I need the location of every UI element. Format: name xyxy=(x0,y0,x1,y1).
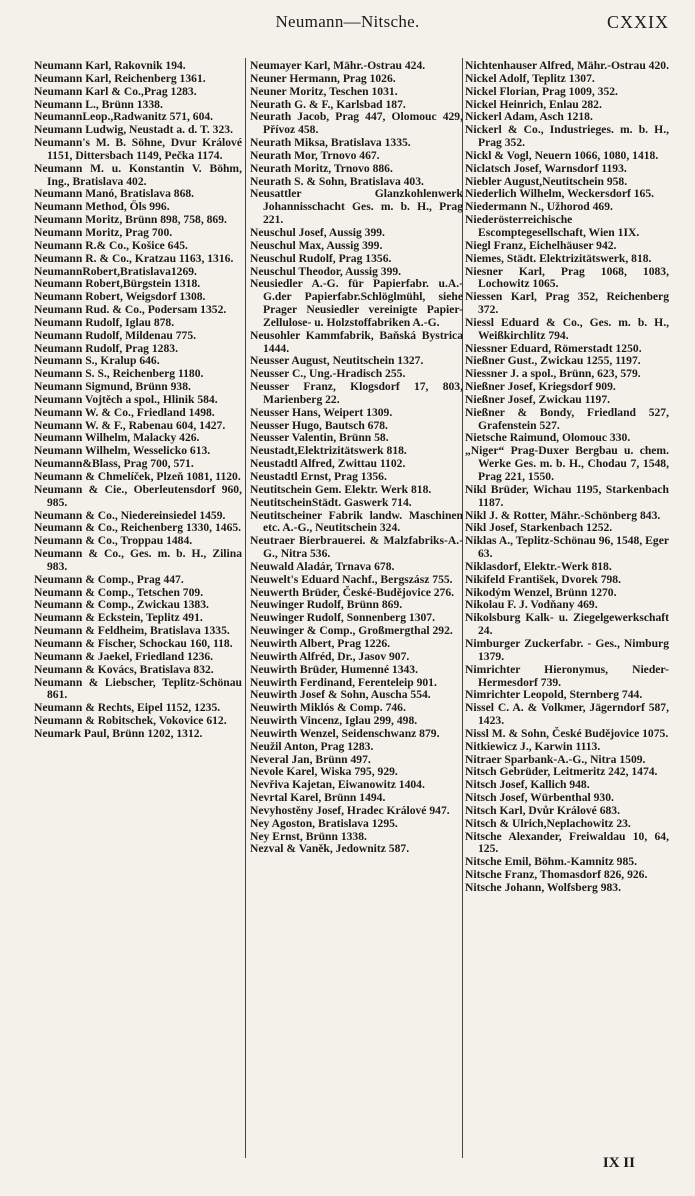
directory-entry: Neuwinger Rudolf, Brünn 869. xyxy=(250,598,403,612)
directory-entry: Nietsche Raimund, Olomouc 330. xyxy=(465,431,631,445)
directory-entry: Neumann & Rechts, Eipel 1152, 1235. xyxy=(34,701,221,715)
directory-entry: Neutraer Bierbrauerei. & Malzfabriks-A.-G., Nitra 536. xyxy=(250,534,463,561)
directory-entry: Neumann Vojtěch a spol., Hlinik 584. xyxy=(34,392,218,406)
directory-entry: Nitsche Alexander, Freiwaldau 10, 64, 125. xyxy=(465,829,669,856)
directory-entry: NeutitscheinStädt. Gaswerk 714. xyxy=(250,495,412,509)
directory-entry: Nießner Josef, Zwickau 1197. xyxy=(465,392,611,406)
directory-entry: Neuwinger & Comp., Großmergthal 292. xyxy=(250,624,453,638)
directory-entry: Neuwirth Wenzel, Seidenschwanz 879. xyxy=(250,726,440,740)
column-divider-left xyxy=(245,58,246,1158)
directory-entry: Neuschul Theodor, Aussig 399. xyxy=(250,264,402,278)
directory-entry: Nimrichter Leopold, Sternberg 744. xyxy=(465,688,643,702)
directory-entry: Neumann Moritz, Brünn 898, 758, 869. xyxy=(34,213,227,227)
directory-entry: Nitsch Gebrüder, Leitmeritz 242, 1474. xyxy=(465,765,658,779)
directory-entry: Neumann & Feldheim, Bratislava 1335. xyxy=(34,624,230,638)
directory-entry: Neumann Karl, Reichenberg 1361. xyxy=(34,71,206,85)
directory-entry: Neumann Robert,Bürgstein 1318. xyxy=(34,277,201,291)
column-middle xyxy=(250,60,463,1160)
directory-entry: Niessner J. a spol., Brünn, 623, 579. xyxy=(465,367,641,381)
directory-entry: Nießner Josef, Kriegsdorf 909. xyxy=(465,380,616,394)
directory-entry: Nikl J. & Rotter, Mähr.-Schönberg 843. xyxy=(465,508,661,522)
directory-entry: Nitsche Franz, Thomasdorf 826, 926. xyxy=(465,868,648,882)
directory-entry: Nikodým Wenzel, Brünn 1270. xyxy=(465,585,617,599)
directory-entry: Niesner Karl, Prag 1068, 1083, Lochowitz 1065. xyxy=(465,264,669,291)
directory-entry: Neumann Sigmund, Brünn 938. xyxy=(34,380,191,394)
directory-entry: Neumann & Comp., Zwickau 1383. xyxy=(34,598,209,612)
directory-entry: NeumannLeop.,Radwanitz 571, 604. xyxy=(34,110,214,124)
directory-entry: Nevřiva Kajetan, Eiwanowitz 1404. xyxy=(250,778,425,792)
page-title: Neumann—Nitsche. xyxy=(275,12,420,31)
directory-entry: Nickel Adolf, Teplitz 1307. xyxy=(465,71,595,85)
directory-entry: Neuwirth Ferdinand, Ferenteleip 901. xyxy=(250,675,437,689)
directory-entry: Neuwirth Alfréd, Dr., Jasov 907. xyxy=(250,649,410,663)
directory-entry: Neumann & Eckstein, Teplitz 491. xyxy=(34,611,203,625)
directory-entry: Neusattler Glanzkohlenwerk Johannisschacht Ges. m. b. H., Prag 221. xyxy=(250,187,463,227)
directory-entry: Neurath Miksa, Bratislava 1335. xyxy=(250,136,411,150)
directory-entry: Nikl Josef, Starkenbach 1252. xyxy=(465,521,613,535)
directory-entry: Neumann & Co., Troppau 1484. xyxy=(34,534,193,548)
directory-entry: Neuschul Max, Aussig 399. xyxy=(250,238,383,252)
directory-entry: Neumann's M. B. Söhne, Dvur Králové 1151, Dittersbach 1149, Pečka 1174. xyxy=(34,136,242,162)
directory-entry: Nitsche Emil, Böhm.-Kamnitz 985. xyxy=(465,855,637,869)
directory-entry: Neuwirth Brüder, Humenné 1343. xyxy=(250,662,419,676)
directory-entry: Niederlich Wilhelm, Weckersdorf 165. xyxy=(465,187,655,201)
directory-entry: Nickerl Adam, Asch 1218. xyxy=(465,110,593,124)
directory-entry: Neuschul Rudolf, Prag 1356. xyxy=(250,251,392,265)
directory-entry: Neustadtl Alfred, Zwittau 1102. xyxy=(250,457,406,471)
directory-entry: Neumann Rudolf, Mildenau 775. xyxy=(34,328,197,342)
directory-entry: Neuwirth Albert, Prag 1226. xyxy=(250,636,391,650)
directory-entry: Nezval & Vaněk, Jedownitz 587. xyxy=(250,842,410,856)
directory-entry: Neumann Wilhelm, Wesselicko 613. xyxy=(34,444,211,458)
directory-entry: Neuner Moritz, Teschen 1031. xyxy=(250,84,398,98)
directory-entry: Neumann Rudolf, Prag 1283. xyxy=(34,341,178,355)
directory-entry: Nickerl & Co., Industrieges. m. b. H., Prag 352. xyxy=(465,123,669,150)
directory-entry: Neusser Hugo, Bautsch 678. xyxy=(250,418,388,432)
directory-entry: Neumann & Liebscher, Teplitz-Schönau 861. xyxy=(34,675,242,702)
directory-entry: Neumann Robert, Weigsdorf 1308. xyxy=(34,290,206,304)
directory-entry: Neumann S. S., Reichenberg 1180. xyxy=(34,367,204,381)
directory-entry: Neumann & Jaekel, Friedland 1236. xyxy=(34,649,214,663)
directory-entry: Neumann&Blass, Prag 700, 571. xyxy=(34,457,194,471)
directory-entry: Neuwinger Rudolf, Sonnenberg 1307. xyxy=(250,611,435,625)
directory-entry: Niclatsch Josef, Warnsdorf 1193. xyxy=(465,161,627,175)
directory-entry: Neumann & Co., Reichenberg 1330, 1465. xyxy=(34,521,242,535)
directory-entry: Nitsch Josef, Würbenthal 930. xyxy=(465,791,614,805)
directory-entry: Nitsch Josef, Kallich 948. xyxy=(465,778,590,792)
directory-entry: Nikolsburg Kalk- u. Ziegelgewerkschaft 24. xyxy=(465,611,669,638)
directory-entry: Neumann Rud. & Co., Podersam 1352. xyxy=(34,303,227,317)
directory-entry: Nikolau F. J. Vodňany 469. xyxy=(465,598,598,612)
directory-entry: Neustadtl Ernst, Prag 1356. xyxy=(250,470,387,483)
directory-entry: Neumann & Comp., Tetschen 709. xyxy=(34,585,204,599)
directory-entry: Niedermann N., Užhorod 469. xyxy=(465,200,613,214)
directory-entry: Neurath Mor, Trnovo 467. xyxy=(250,148,380,162)
directory-entry: Niemes, Städt. Elektrizitätswerk, 818. xyxy=(465,251,652,265)
directory-entry: Nickel Heinrich, Enlau 282. xyxy=(465,97,602,111)
directory-entry: Neumann Method, Öls 996. xyxy=(34,200,170,214)
directory-entry: Neumann Karl, Rakovnik 194. xyxy=(34,60,186,72)
directory-entry: Neuwirth Josef & Sohn, Auscha 554. xyxy=(250,688,431,702)
directory-entry: Niessen Karl, Prag 352, Reichenberg 372. xyxy=(465,290,669,317)
directory-entry: Niessl Eduard & Co., Ges. m. b. H., Weißkirchlitz 794. xyxy=(465,315,669,342)
directory-entry: Nießner & Bondy, Friedland 527, Grafenstein 527. xyxy=(465,405,669,432)
directory-entry: Neumann S., Kralup 646. xyxy=(34,354,160,368)
directory-entry: Nitsche Johann, Wolfsberg 983. xyxy=(465,881,621,894)
directory-entry: Neuwirth Vincenz, Iglau 299, 498. xyxy=(250,714,418,728)
column-right xyxy=(465,60,669,1160)
directory-entry: Neumann & Kovács, Bratislava 832. xyxy=(34,662,214,676)
directory-entry: Neusser Franz, Klogsdorf 17, 803, Marienberg 22. xyxy=(250,380,463,406)
directory-entry: Neusser August, Neutitschein 1327. xyxy=(250,354,424,368)
directory-entry: Nitraer Sparbank-A.-G., Nitra 1509. xyxy=(465,752,646,766)
directory-entry: Neustadt,Elektrizitätswerk 818. xyxy=(250,444,407,458)
directory-entry: Nimrichter Hieronymus, Nieder-Hermesdorf 739. xyxy=(465,662,669,689)
directory-entry: Nevrtal Karel, Brünn 1494. xyxy=(250,791,386,805)
directory-entry: Nitkiewicz J., Karwin 1113. xyxy=(465,739,601,753)
directory-entry: Neumann Rudolf, Iglau 878. xyxy=(34,315,175,329)
directory-entry: Neužil Anton, Prag 1283. xyxy=(250,739,374,753)
page-header xyxy=(0,12,695,38)
directory-entry: Neurath Moritz, Trnovo 886. xyxy=(250,161,393,175)
directory-entry: Nikl Brüder, Wichau 1195, Starkenbach 1187. xyxy=(465,482,669,509)
directory-entry: Neumann & Comp., Prag 447. xyxy=(34,572,184,586)
directory-entry: Neusser Valentin, Brünn 58. xyxy=(250,431,389,445)
directory-entry: Nickel Florian, Prag 1009, 352. xyxy=(465,84,618,98)
directory-entry: Neusser Hans, Weipert 1309. xyxy=(250,405,393,419)
directory-entry: Nikifeld František, Dvorek 798. xyxy=(465,572,621,586)
column-left xyxy=(34,60,242,1160)
directory-entry: Neurath S. & Sohn, Bratislava 403. xyxy=(250,174,424,188)
directory-entry: Nießner Gust., Zwickau 1255, 1197. xyxy=(465,354,641,368)
directory-entry: Nitsch Karl, Dvůr Králové 683. xyxy=(465,803,620,817)
directory-entry: Neuwerth Brüder, České-Budějovice 276. xyxy=(250,585,455,599)
directory-entry: Neusohler Kammfabrik, Baňská Bystrica 1444. xyxy=(250,328,463,355)
directory-entry: Niebler August,Neutitschein 958. xyxy=(465,174,628,188)
directory-entry: Nimburger Zuckerfabr. - Ges., Nimburg 1379. xyxy=(465,636,669,663)
directory-entry: Neutitschein Gem. Elektr. Werk 818. xyxy=(250,482,432,496)
directory-entry: Neumann W. & Co., Friedland 1498. xyxy=(34,405,215,419)
directory-entry: Nickl & Vogl, Neuern 1066, 1080, 1418. xyxy=(465,148,659,162)
directory-entry: Neumark Paul, Brünn 1202, 1312. xyxy=(34,726,203,740)
page-signature: IX II xyxy=(602,1155,635,1171)
directory-entry: Neumann & Chmelíček, Plzeň 1081, 1120. xyxy=(34,470,241,483)
directory-entry: Niessner Eduard, Römerstadt 1250. xyxy=(465,341,642,355)
directory-entry: Neumann & Co., Niedereinsiedel 1459. xyxy=(34,508,226,522)
directory-entry: Neumann & Fischer, Schockau 160, 118. xyxy=(34,636,233,650)
directory-entry: Ney Ernst, Brünn 1338. xyxy=(250,829,367,843)
directory-entry: Neuwirth Miklós & Comp. 746. xyxy=(250,701,406,715)
directory-entry: Neumann M. u. Konstantin V. Böhm, Ing., Bratislava 402. xyxy=(34,161,242,188)
directory-entry: Neumayer Karl, Mähr.-Ostrau 424. xyxy=(250,60,426,72)
directory-entry: Nissel C. A. & Volkmer, Jägerndorf 587, 1423. xyxy=(465,701,669,728)
directory-entry: Nevole Karel, Wiska 795, 929. xyxy=(250,765,398,779)
directory-entry: Neumann L., Brünn 1338. xyxy=(34,97,163,111)
directory-entry: Neumann & Cie., Oberleutensdorf 960, 985. xyxy=(34,482,242,509)
page-number: CXXIX xyxy=(607,12,669,32)
directory-entry: Neuschul Josef, Aussig 399. xyxy=(250,225,385,239)
directory-entry: Neumann W. & F., Rabenau 604, 1427. xyxy=(34,418,226,432)
directory-entry: Neusiedler A.-G. für Papierfabr. u.A.-G.der Papierfabr.Schlöglmühl, siehe Prager Neusiedler vereinigte Papier-Zellulose- u. Holzstoffabriken A.-G. xyxy=(250,277,463,329)
directory-entry: Neumann Moritz, Prag 700. xyxy=(34,225,173,239)
directory-entry: Niegl Franz, Eichelhäuser 942. xyxy=(465,238,617,252)
directory-entry: Niklasdorf, Elektr.-Werk 818. xyxy=(465,559,612,573)
directory-entry: Ney Agoston, Bratislava 1295. xyxy=(250,816,398,830)
directory-entry: Neusser C., Ung.-Hradisch 255. xyxy=(250,367,406,381)
directory-entry: Neveral Jan, Brünn 497. xyxy=(250,752,371,766)
directory-entry: Niederösterreichische Escomptegesellschaft, Wien 1IX. xyxy=(465,213,640,239)
directory-entry: Neuwelt's Eduard Nachf., Bergszász 755. xyxy=(250,572,453,586)
directory-entry: Neumann Manó, Bratislava 868. xyxy=(34,187,195,201)
directory-entry: Neutitscheiner Fabrik landw. Maschinen etc. A.-G., Neutitschein 324. xyxy=(250,508,463,535)
directory-entry: Neuwald Aladár, Trnava 678. xyxy=(250,559,395,573)
directory-entry: Neumann & Robitschek, Vokovice 612. xyxy=(34,714,227,728)
directory-entry: Nevyhostěny Josef, Hradec Králové 947. xyxy=(250,803,450,817)
directory-entry: „Niger“ Prag-Duxer Bergbau u. chem. Werke Ges. m. b. H., Chodau 7, 1548, Prag 221, 1550. xyxy=(465,444,669,483)
directory-entry: Neumann R.& Co., Košice 645. xyxy=(34,238,188,252)
directory-entry: Niklas A., Teplitz-Schönau 96, 1548, Eger 63. xyxy=(465,534,669,561)
directory-entry: NeumannRobert,Bratislava1269. xyxy=(34,264,197,278)
directory-entry: Neumann & Co., Ges. m. b. H., Zilina 983. xyxy=(34,547,242,573)
directory-entry: Nissl M. & Sohn, České Budějovice 1075. xyxy=(465,726,669,740)
directory-entry: Neurath Jacob, Prag 447, Olomouc 429, Přívoz 458. xyxy=(250,110,463,137)
directory-entry: Nichtenhauser Alfred, Mähr.-Ostrau 420. xyxy=(465,60,669,72)
directory-entry: Neurath G. & F., Karlsbad 187. xyxy=(250,97,406,111)
directory-entry: Neuner Hermann, Prag 1026. xyxy=(250,71,396,85)
directory-entry: Neumann Karl & Co.,Prag 1283. xyxy=(34,84,197,98)
directory-entry: Neumann Ludwig, Neustadt a. d. T. 323. xyxy=(34,123,233,137)
directory-entry: Neumann Wilhelm, Malacky 426. xyxy=(34,431,200,445)
directory-entry: Nitsch & Ulrich,Neplachowitz 23. xyxy=(465,816,631,830)
directory-entry: Neumann R. & Co., Kratzau 1163, 1316. xyxy=(34,251,234,265)
